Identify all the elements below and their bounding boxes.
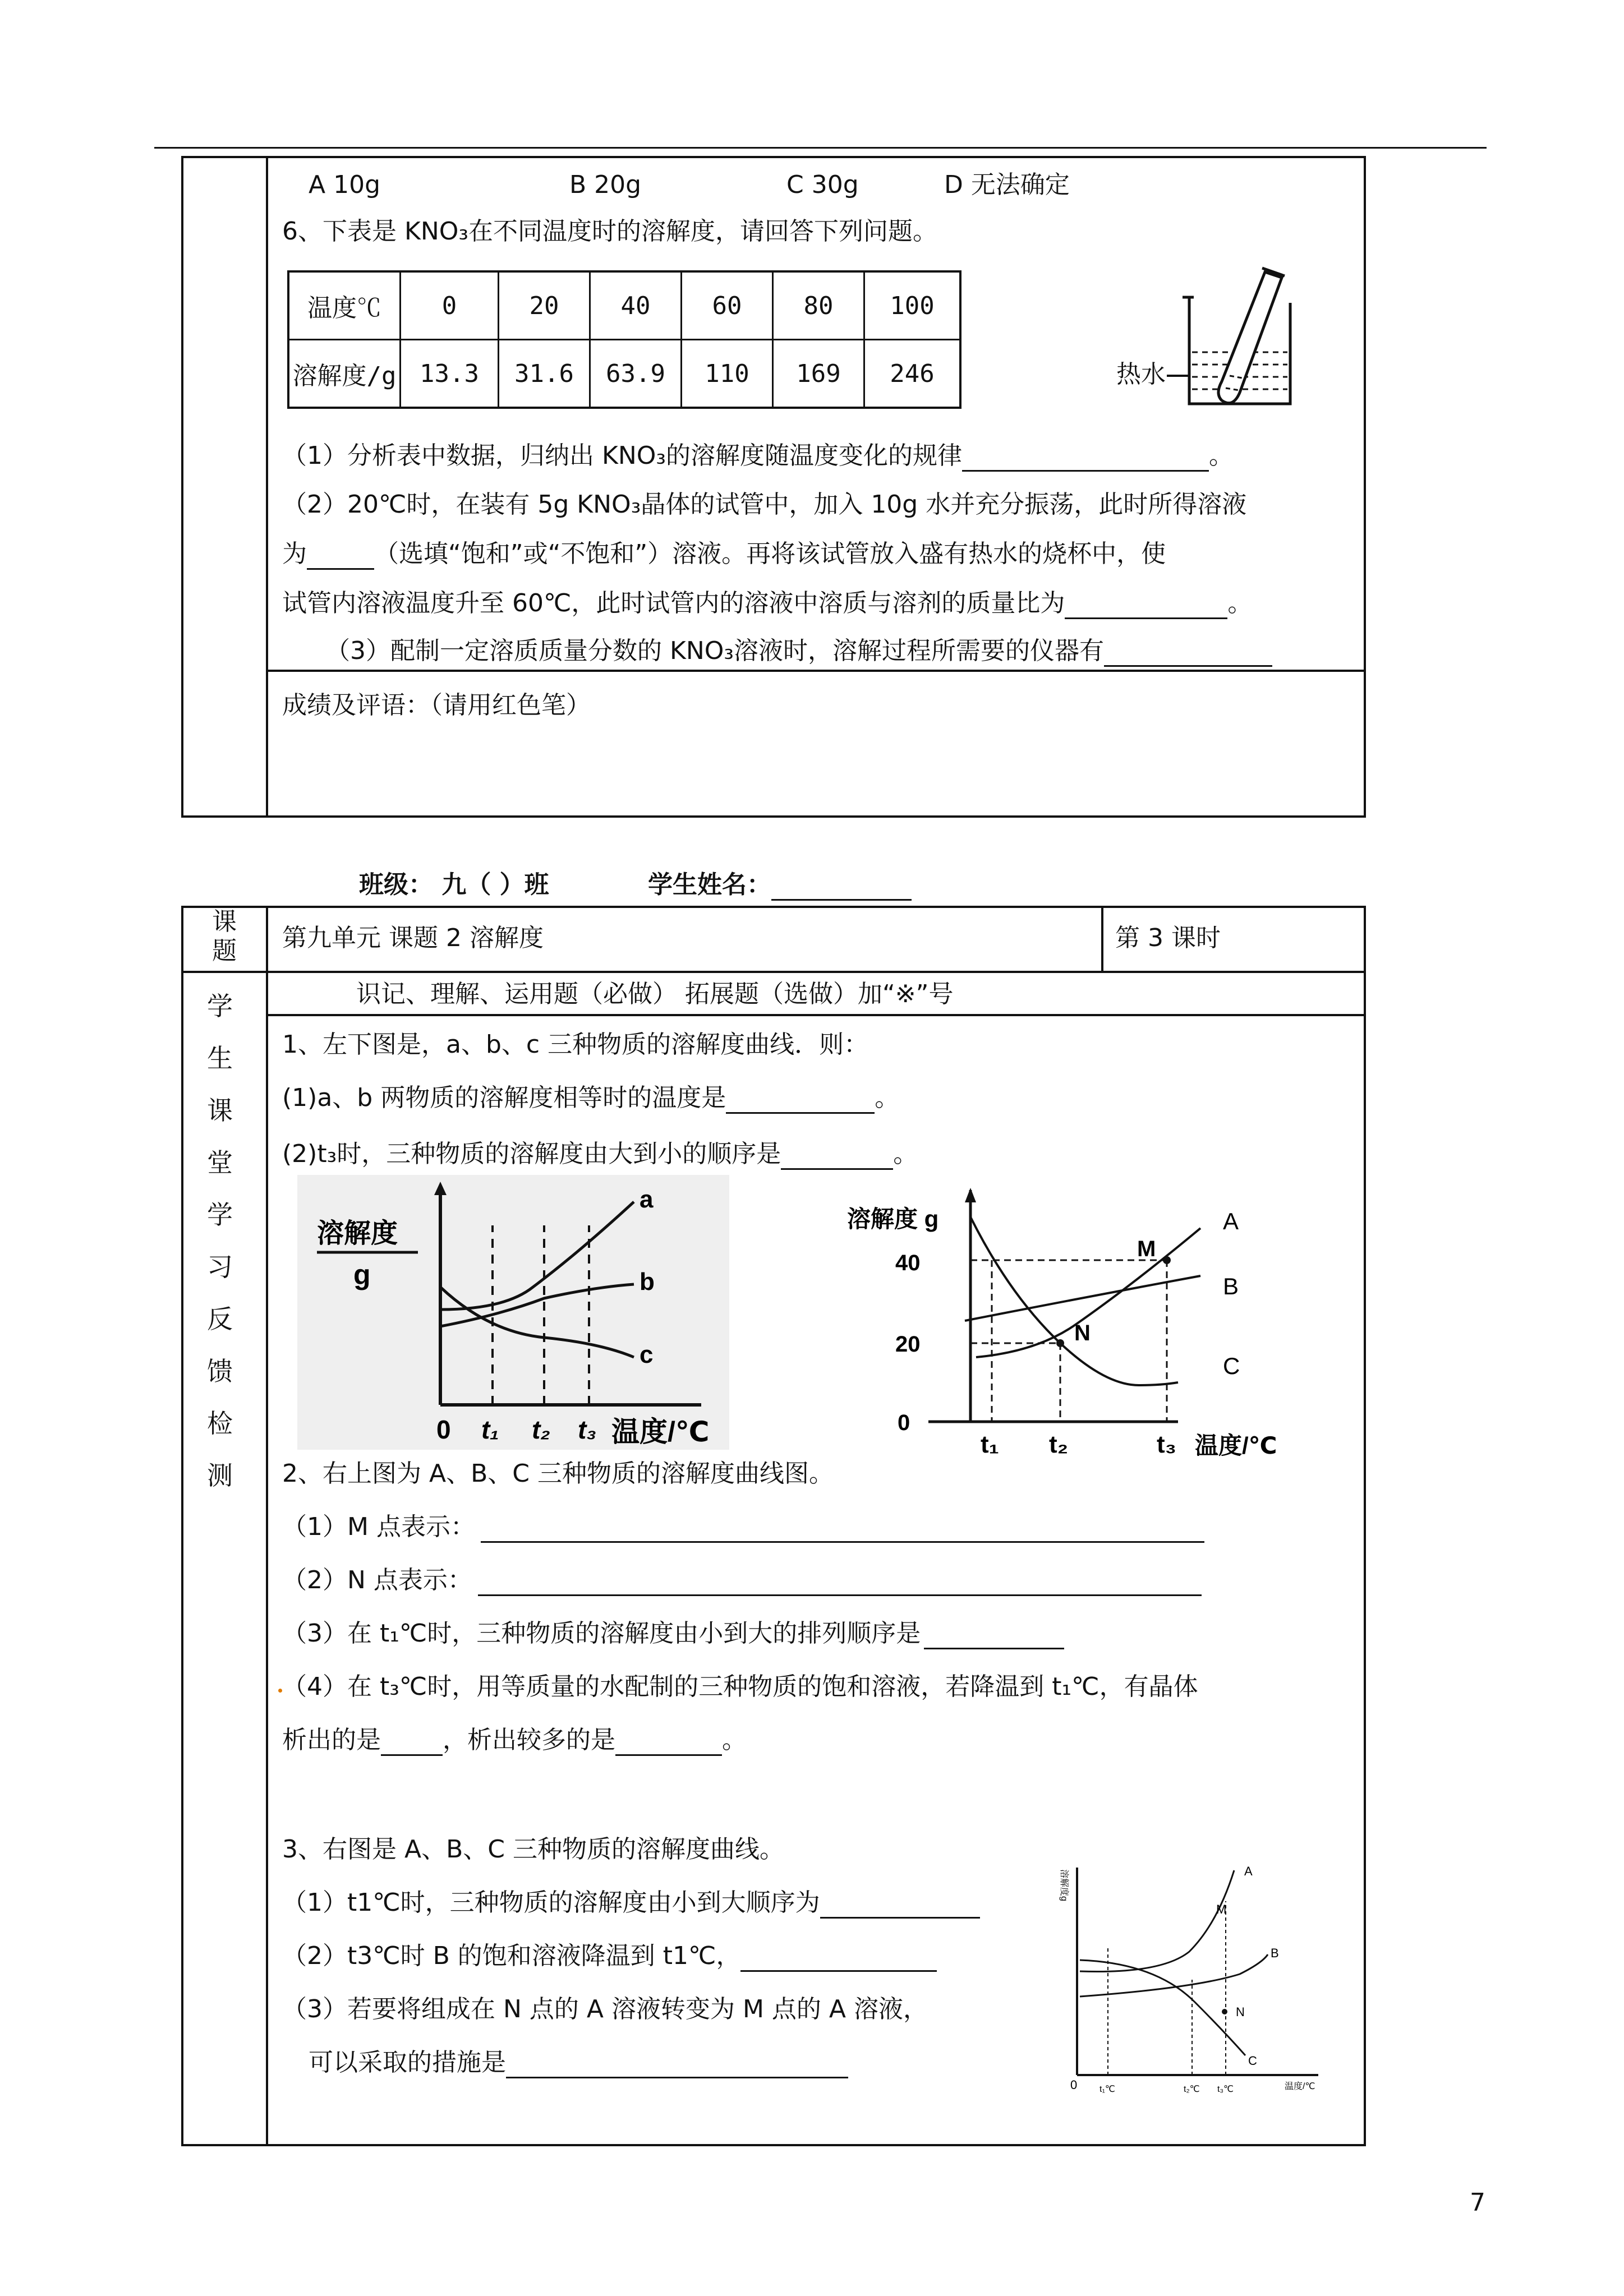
point-M: M [1137, 1237, 1156, 1261]
side-char: 生 [207, 1043, 233, 1073]
period-divider [1101, 906, 1103, 971]
hot-water-label: 热水 [1116, 360, 1166, 389]
series-label-B: B [1223, 1273, 1239, 1299]
small-series-C: C [1248, 2054, 1257, 2068]
q1-sub1-end: 。 [875, 1084, 900, 1112]
table-cell: 110 [682, 340, 773, 408]
table-cell: 60 [682, 271, 773, 340]
side-char: 习 [207, 1252, 233, 1282]
q6-sub2-line3 [282, 588, 1252, 619]
q6-sub3-text: （3）配制一定溶质质量分数的 KNO₃溶液时，溶解过程所需要的仪器有 [325, 637, 1105, 665]
side-char: 课 [207, 1095, 233, 1126]
q3-sub3-line2-text: 可以采取的措施是 [309, 2048, 506, 2077]
option-c: C 30g [786, 170, 859, 199]
origin-label: 0 [436, 1415, 451, 1444]
answer-blank[interactable] [962, 444, 1209, 472]
topic-label: 课 题 [212, 907, 237, 965]
q6-sub2-line3-end: 。 [1227, 589, 1253, 617]
answer-blank[interactable] [1104, 639, 1272, 667]
solubility-chart-abc [297, 1175, 729, 1450]
ytick-20: 20 [895, 1332, 921, 1357]
table-cell: 40 [590, 271, 682, 340]
answer-blank[interactable] [478, 1569, 1202, 1596]
series-label-C: C [1223, 1353, 1240, 1379]
q3-sub2-text: （2）t3℃时 B 的饱和溶液降温到 t1℃， [282, 1942, 741, 1970]
small-origin: 0 [1070, 2078, 1078, 2092]
small-xtick-t1: t₁℃ [1099, 2085, 1115, 2094]
answer-blank[interactable] [820, 1891, 980, 1919]
xtick-t1: t₁ [981, 1431, 999, 1458]
table-cell: 80 [773, 271, 864, 340]
lesson-topic: 第九单元 课题 2 溶解度 [282, 924, 544, 952]
table-cell: 100 [864, 271, 961, 340]
top-box-separator [266, 670, 1366, 672]
kno3-solubility-table [287, 270, 961, 409]
side-label [197, 980, 242, 1502]
table-cell: 温度℃ [288, 271, 401, 340]
chart-right-ylabel: 溶解度 g [847, 1206, 939, 1232]
option-a: A 10g [309, 170, 381, 199]
xtick-t3: t₃ [1157, 1431, 1176, 1458]
bottom-box-divider [266, 906, 268, 2146]
table-cell: 13.3 [401, 340, 499, 408]
q3-sub2 [282, 1940, 937, 1972]
lesson-period: 第 3 课时 [1115, 924, 1221, 952]
answer-blank[interactable] [481, 1515, 1204, 1543]
q2-sub1-text: （1）M 点表示： [282, 1513, 475, 1541]
q1-sub2 [282, 1138, 918, 1170]
category-line: 识记、理解、运用题（必做） 拓展题（选做）加“※”号 [356, 980, 954, 1008]
q3-sub1-text: （1）t1℃时，三种物质的溶解度由小到大顺序为 [282, 1888, 820, 1917]
table-cell: 0 [401, 271, 499, 340]
answer-blank[interactable] [506, 2051, 848, 2078]
q6-sub3 [325, 635, 1272, 667]
category-row-separator [266, 1014, 1366, 1016]
small-xtick-t2: t₂℃ [1184, 2085, 1200, 2094]
q3-stem: 3、右图是 A、B、C 三种物质的溶解度曲线。 [282, 1835, 784, 1864]
option-b: B 20g [569, 170, 642, 199]
q1-stem: 1、左下图是，a、b、c 三种物质的溶解度曲线．则： [282, 1030, 869, 1059]
small-point-N: N [1236, 2005, 1245, 2019]
q2-stem: 2、右上图为 A、B、C 三种物质的溶解度曲线图。 [282, 1459, 834, 1488]
q2-sub4-line1: （4）在 t₃℃时，用等质量的水配制的三种物质的饱和溶液，若降温到 t₁℃，有晶体 [282, 1672, 1198, 1701]
small-xlabel: 温度/℃ [1285, 2082, 1315, 2091]
q6-sub2-line2-a: 为 [282, 540, 307, 568]
chart-left-ylabel-unit: g [353, 1259, 371, 1290]
tick-t2: t₂ [532, 1415, 550, 1444]
table-cell: 63.9 [590, 340, 682, 408]
q2-sub2-text: （2）N 点表示： [282, 1566, 472, 1594]
series-label-a: a [640, 1186, 654, 1213]
q2-sub4-line2 [282, 1725, 747, 1756]
top-box-divider [266, 156, 268, 818]
beaker-test-tube-illustration [1167, 264, 1318, 421]
student-name-field[interactable] [771, 873, 912, 901]
q6-sub2-line1: （2）20℃时，在装有 5g KNO₃晶体的试管中，加入 10g 水并充分振荡，此时所得溶液 [282, 490, 1247, 519]
answer-blank[interactable] [381, 1728, 443, 1756]
header-rule [154, 147, 1487, 149]
q2-sub4-line2-a: 析出的是 [282, 1726, 381, 1754]
table-row [288, 271, 960, 340]
side-char: 检 [207, 1408, 233, 1439]
q2-sub2 [282, 1565, 1202, 1596]
q1-sub2-text: (2)t₃时，三种物质的溶解度由大到小的顺序是 [282, 1140, 781, 1168]
q6-sub1 [282, 440, 1234, 472]
series-label-A: A [1223, 1208, 1239, 1234]
q2-sub3-text: （3）在 t₁℃时，三种物质的溶解度由小到大的排列顺序是 [282, 1619, 921, 1648]
grade-comment: 成绩及评语：（请用红色笔） [282, 691, 591, 720]
tick-t1: t₁ [481, 1415, 499, 1444]
answer-blank[interactable] [924, 1622, 1064, 1649]
q1-sub1 [282, 1082, 899, 1114]
q6-sub1-end: 。 [1209, 441, 1234, 470]
q2-sub4-line2-end: 。 [722, 1726, 747, 1754]
chart-small-ylabel: 溶解度g [1059, 1869, 1069, 1901]
side-char: 反 [207, 1304, 233, 1334]
q2-sub3 [282, 1618, 1064, 1649]
table-cell: 169 [773, 340, 864, 408]
xtick-t2: t₂ [1049, 1431, 1069, 1458]
q3-sub3-line1: （3）若要将组成在 N 点的 A 溶液转变为 M 点的 A 溶液， [282, 1995, 928, 2023]
small-series-A: A [1244, 1864, 1253, 1878]
side-char: 学 [207, 991, 233, 1021]
q3-sub3-line2 [309, 2047, 848, 2078]
ytick-40: 40 [895, 1251, 921, 1275]
table-cell: 溶解度/g [288, 340, 401, 408]
q3-sub1 [282, 1887, 980, 1919]
q1-sub1-text: (1)a、b 两物质的溶解度相等时的温度是 [282, 1084, 726, 1112]
answer-blank[interactable] [307, 542, 374, 570]
answer-blank[interactable] [615, 1728, 722, 1756]
page-number: 7 [1470, 2188, 1485, 2217]
side-char: 馈 [207, 1356, 233, 1386]
q6-stem: 6、下表是 KNO₃在不同温度时的溶解度，请回答下列问题。 [282, 217, 938, 246]
q6-sub1-text: （1）分析表中数据，归纳出 KNO₃的溶解度随温度变化的规律 [282, 441, 963, 470]
solubility-chart-ABC [841, 1183, 1277, 1464]
q6-sub2-line2-b: （选填“饱和”或“不饱和”）溶液。再将该试管放入盛有热水的烧杯中，使 [374, 540, 1166, 568]
name-label-text: 学生姓名： [648, 870, 771, 899]
small-series-B: B [1271, 1946, 1279, 1960]
name-label [648, 869, 912, 901]
table-cell: 246 [864, 340, 961, 408]
answer-blank[interactable] [781, 1142, 893, 1170]
chart-left-xlabel: 温度/℃ [611, 1416, 710, 1447]
ytick-0: 0 [898, 1410, 910, 1435]
tick-t3: t₃ [578, 1415, 597, 1444]
q6-sub2-line2 [282, 538, 1166, 570]
q1-sub2-end: 。 [893, 1140, 918, 1168]
class-label: 班级： 九（ ）班 [359, 870, 549, 899]
table-cell: 20 [499, 271, 590, 340]
series-label-c: c [640, 1341, 654, 1368]
series-label-b: b [640, 1268, 655, 1295]
small-point-M: M [1216, 1902, 1227, 1916]
side-char: 堂 [207, 1147, 233, 1178]
table-cell: 31.6 [499, 340, 590, 408]
side-char: 学 [207, 1200, 233, 1230]
side-char: 测 [207, 1460, 233, 1491]
orange-marker [278, 1689, 282, 1693]
chart-left-ylabel: 溶解度 [317, 1219, 398, 1248]
q2-sub4-line2-b: ，析出较多的是 [443, 1726, 615, 1754]
small-xtick-t3: t₃℃ [1217, 2085, 1234, 2094]
answer-blank[interactable] [1065, 592, 1227, 619]
topic-row-separator [181, 971, 1366, 973]
chart-right-xlabel: 温度/℃ [1195, 1432, 1277, 1459]
answer-blank[interactable] [726, 1086, 875, 1114]
point-N: N [1074, 1321, 1091, 1345]
q2-sub1 [282, 1511, 1204, 1543]
solubility-chart-small [1055, 1862, 1324, 2103]
answer-blank[interactable] [740, 1944, 937, 1972]
q6-sub2-line3-text: 试管内溶液温度升至 60℃，此时试管内的溶液中溶质与溶剂的质量比为 [282, 589, 1065, 617]
table-row [288, 340, 960, 408]
option-d: D 无法确定 [944, 170, 1070, 199]
